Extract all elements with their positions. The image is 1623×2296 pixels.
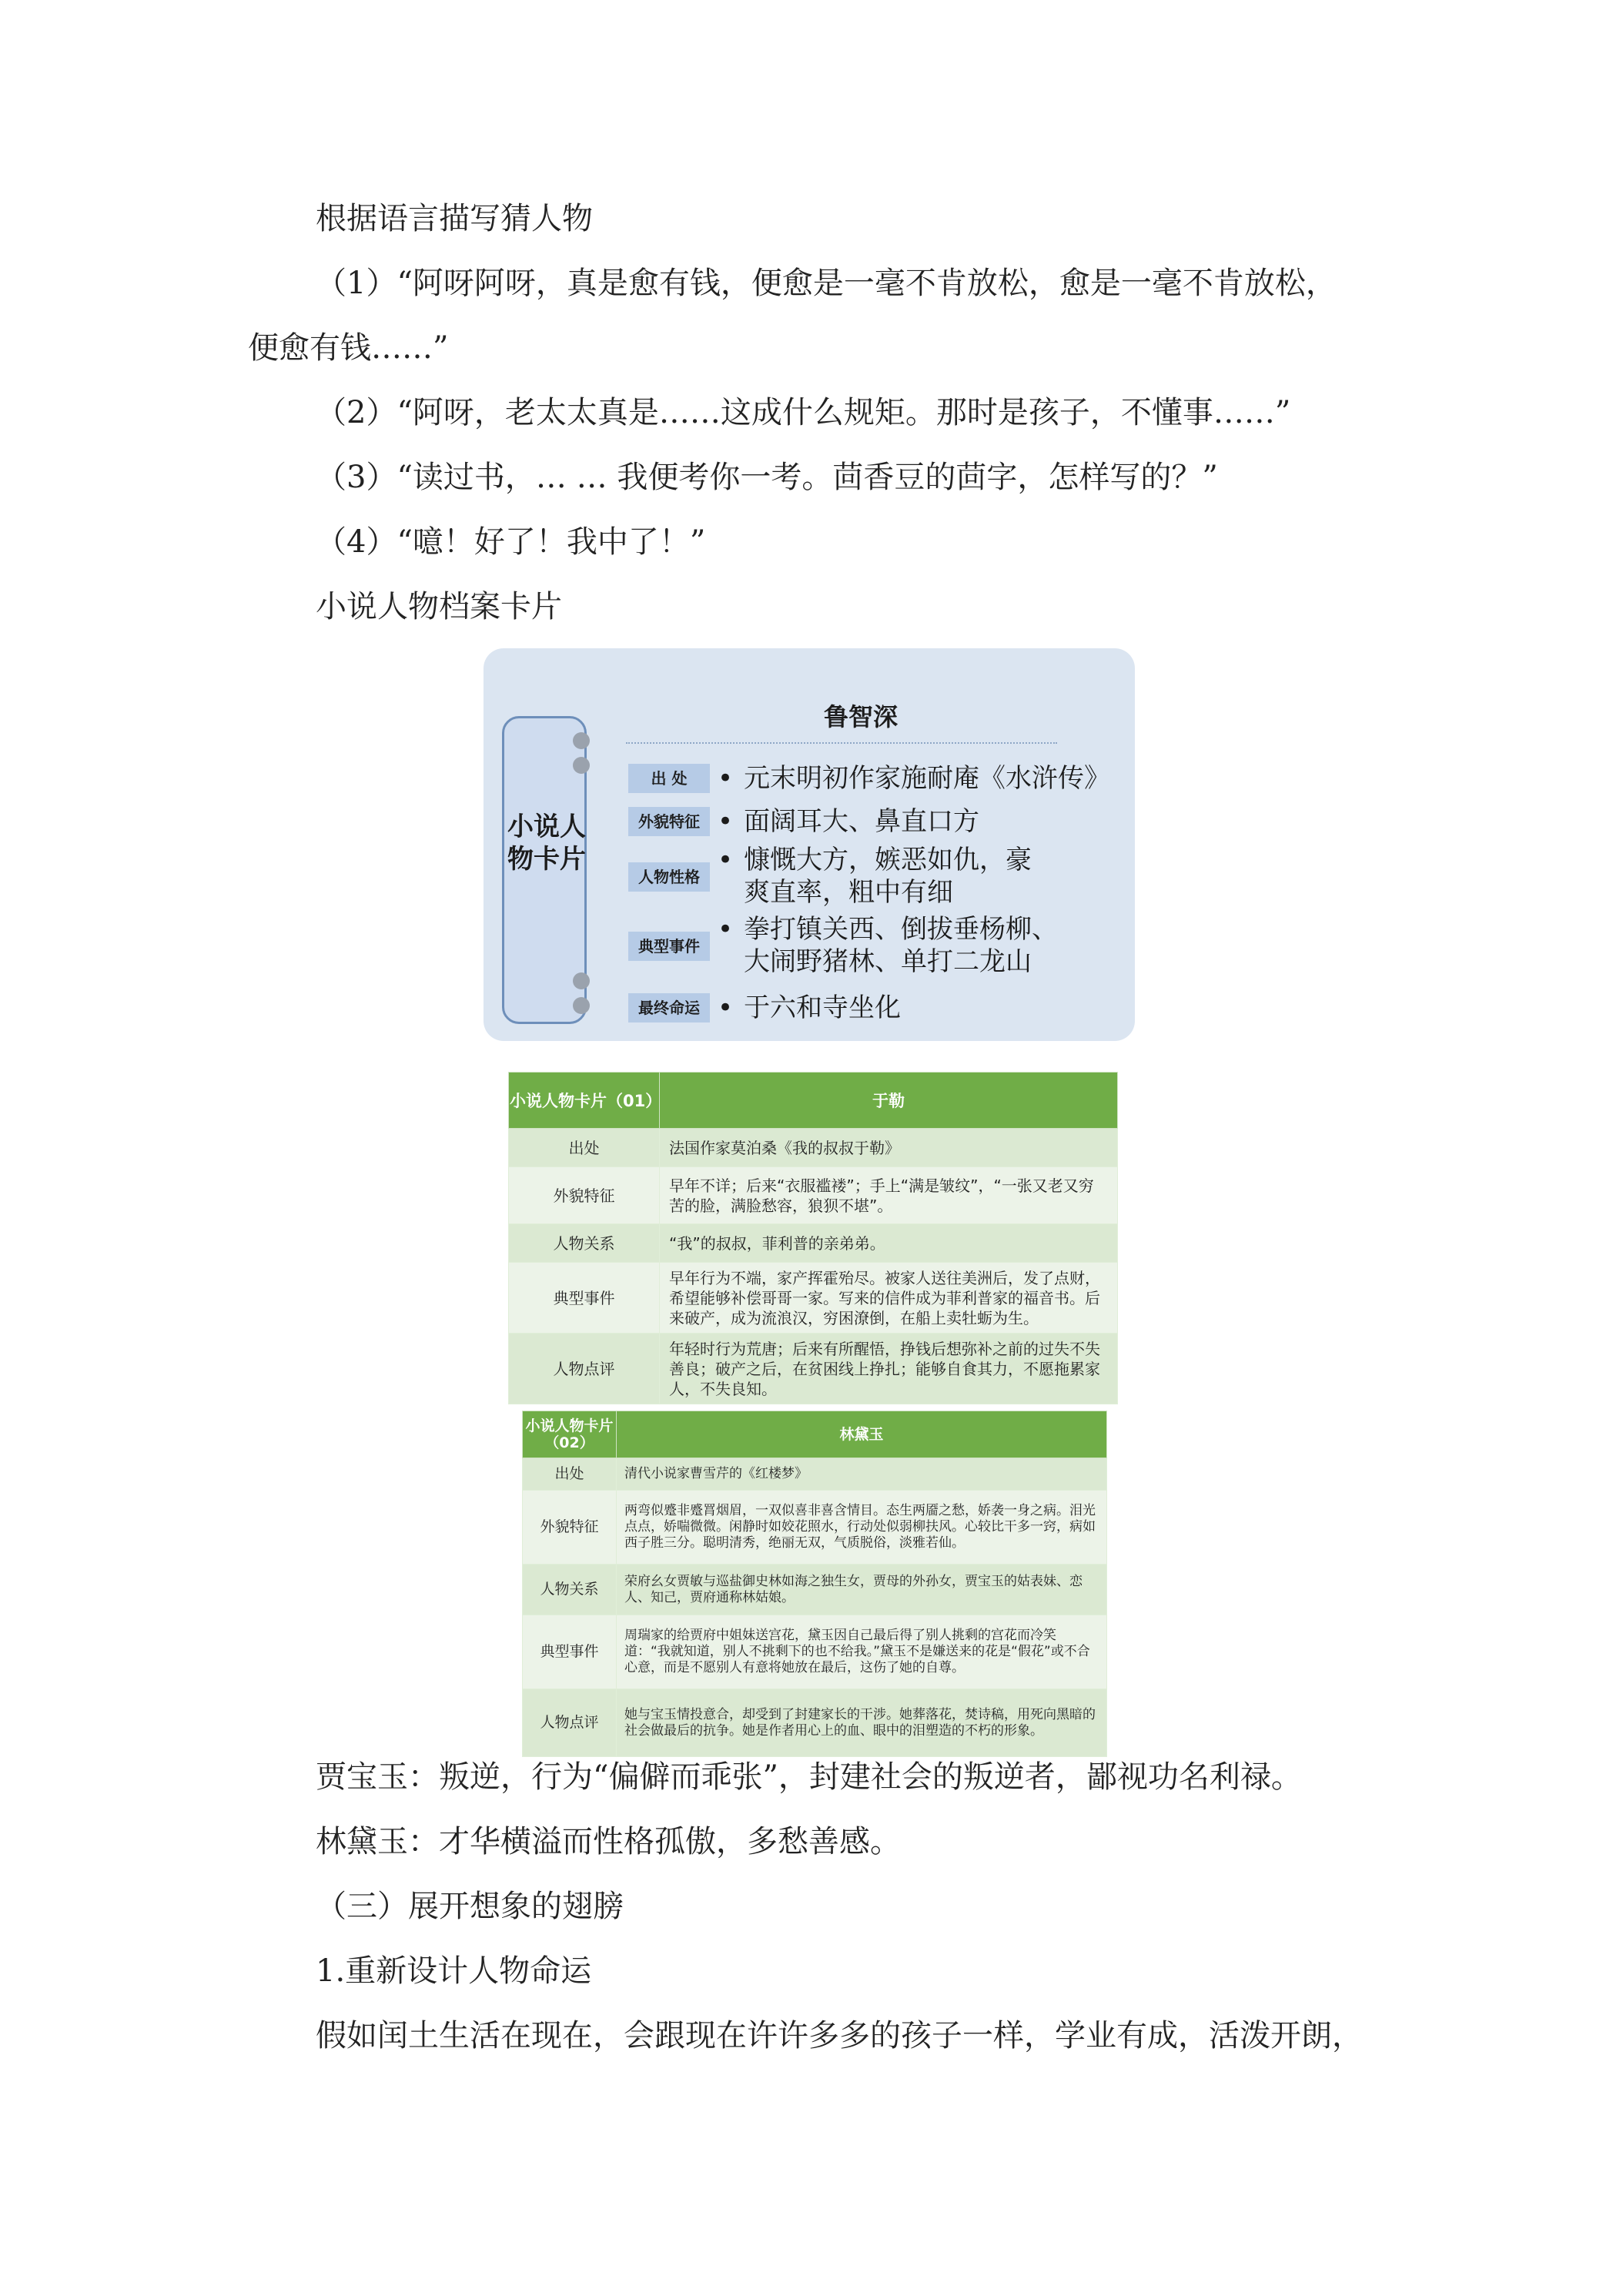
row-value: 早年不详；后来“衣服褴褛”；手上“满是皱纹”，“一张又老又穷苦的脸，满脸愁容，狼狈不堪”。 xyxy=(660,1167,1118,1224)
row-label: 外貌特征 xyxy=(523,1491,617,1565)
heading-character-cards: 小说人物档案卡片 xyxy=(316,589,562,624)
table-row xyxy=(523,1565,1107,1615)
table-row xyxy=(509,1263,1118,1334)
question-3: （3）“读过书，… … 我便考你一考。茴香豆的茴字，怎样写的？” xyxy=(316,460,1218,495)
row-label: 人物点评 xyxy=(509,1334,660,1404)
heading-guess-character: 根据语言描写猜人物 xyxy=(316,201,593,236)
table-row xyxy=(509,1224,1118,1263)
character-card-table-yule xyxy=(508,1072,1118,1404)
binder-ring-icon xyxy=(573,757,590,774)
table-row xyxy=(509,1129,1118,1167)
table-header-character-name: 于勒 xyxy=(660,1073,1118,1129)
row-value: “我”的叔叔，菲利普的亲弟弟。 xyxy=(660,1224,1118,1263)
paragraph-daiyu: 林黛玉：才华横溢而性格孤傲，多愁善感。 xyxy=(316,1824,901,1859)
card-row-value: 爽直率，粗中有细 xyxy=(744,877,953,908)
row-label: 典型事件 xyxy=(523,1615,617,1689)
table-header-card-number: 小说人物卡片（02） xyxy=(523,1411,617,1458)
card-row-value: • 慷慨大方，嫉恶如仇，豪 xyxy=(718,844,1032,876)
row-value: 年轻时行为荒唐；后来有所醒悟，挣钱后想弥补之前的过失不失善良；破产之后，在贫困线上挣扎；能够自食其力，不愿拖累家人，不失良知。 xyxy=(660,1334,1118,1404)
card-row-label: 最终命运 xyxy=(628,993,710,1022)
binder-ring-icon xyxy=(573,732,590,749)
row-value: 她与宝玉情投意合，却受到了封建家长的干涉。她葬落花，焚诗稿，用死向黑暗的社会做最后的抗争。她是作者用心上的血、眼中的泪塑造的不朽的形象。 xyxy=(617,1689,1107,1757)
question-4: （4）“噫！好了！我中了！” xyxy=(316,524,706,560)
card-row-label: 外貌特征 xyxy=(628,807,710,836)
card-row-value: • 于六和寺坐化 xyxy=(718,992,901,1024)
card-row-value: • 面阔耳大、鼻直口方 xyxy=(718,805,979,838)
card-divider xyxy=(626,742,1057,744)
card-row-value: 大闹野猪林、单打二龙山 xyxy=(744,946,1032,977)
question-2: （2）“阿呀，老太太真是……这成什么规矩。那时是孩子，不懂事……” xyxy=(316,395,1291,430)
binder-ring-icon xyxy=(573,997,590,1014)
subheading-redesign-fate: 1.重新设计人物命运 xyxy=(316,1953,592,1989)
row-value: 早年行为不端，家产挥霍殆尽。被家人送往美洲后，发了点财，希望能够补偿哥哥一家。写来的信件成为菲利普家的福音书。后来破产，成为流浪汉，穷困潦倒，在船上卖牡蛎为生。 xyxy=(660,1263,1118,1334)
table-row xyxy=(523,1458,1107,1491)
row-value: 周瑞家的给贾府中姐妹送宫花，黛玉因自己最后得了别人挑剩的宫花而冷笑道：“我就知道，别人不挑剩下的也不给我。”黛玉不是嫌送来的花是“假花”或不合心意，而是不愿别人有意将她放在最后，这伤了她的自尊。 xyxy=(617,1615,1107,1689)
table-row xyxy=(509,1167,1118,1224)
table-row xyxy=(523,1689,1107,1757)
table-header-character-name: 林黛玉 xyxy=(617,1411,1107,1458)
table-header-card-number: 小说人物卡片（01） xyxy=(509,1073,660,1129)
table-row xyxy=(509,1334,1118,1404)
section-heading-imagination: （三）展开想象的翅膀 xyxy=(316,1889,624,1924)
question-1-line-1: （1）“阿呀阿呀，真是愈有钱，便愈是一毫不肯放松，愈是一毫不肯放松， xyxy=(316,266,1337,301)
character-card-luzhishen xyxy=(484,648,1135,1041)
table-row xyxy=(523,1615,1107,1689)
row-label: 人物点评 xyxy=(523,1689,617,1757)
card-row-label: 人物性格 xyxy=(628,862,710,892)
card-row-value: • 拳打镇关西、倒拔垂杨柳、 xyxy=(718,913,1058,946)
paragraph-baoyu: 贾宝玉：叛逆，行为“偏僻而乖张”，封建社会的叛逆者，鄙视功名利禄。 xyxy=(316,1759,1302,1795)
row-label: 出处 xyxy=(509,1129,660,1167)
row-label: 人物关系 xyxy=(509,1224,660,1263)
row-value: 两弯似蹙非蹙罥烟眉，一双似喜非喜含情目。态生两靥之愁，娇袭一身之病。泪光点点，娇喘微微。闲静时如姣花照水，行动处似弱柳扶风。心较比干多一窍，病如西子胜三分。聪明清秀，绝丽无双，气质脱俗，淡雅若仙。 xyxy=(617,1491,1107,1565)
card-name: 鲁智深 xyxy=(823,702,898,731)
row-label: 外貌特征 xyxy=(509,1167,660,1224)
row-value: 法国作家莫泊桑《我的叔叔于勒》 xyxy=(660,1129,1118,1167)
question-1-line-2: 便愈有钱……” xyxy=(248,330,449,366)
card-row-label: 出 处 xyxy=(628,764,710,793)
paragraph-runtu: 假如闰土生活在现在，会跟现在许许多多的孩子一样，学业有成，活泼开朗， xyxy=(316,2018,1363,2053)
character-card-table-lindaiyu xyxy=(522,1411,1107,1757)
row-value: 荣府幺女贾敏与巡盐御史林如海之独生女，贾母的外孙女，贾宝玉的姑表妹、恋人、知己，贾府通称林姑娘。 xyxy=(617,1565,1107,1615)
row-label: 人物关系 xyxy=(523,1565,617,1615)
row-label: 典型事件 xyxy=(509,1263,660,1334)
card-row-label: 典型事件 xyxy=(628,932,710,961)
binder-ring-icon xyxy=(573,972,590,989)
card-row-value: • 元末明初作家施耐庵《水浒传》 xyxy=(718,762,1110,795)
binder-label: 小说人物卡片 xyxy=(507,812,586,875)
row-value: 清代小说家曹雪芹的《红楼梦》 xyxy=(617,1458,1107,1491)
binder-tab xyxy=(502,716,587,1024)
table-row xyxy=(523,1491,1107,1565)
row-label: 出处 xyxy=(523,1458,617,1491)
